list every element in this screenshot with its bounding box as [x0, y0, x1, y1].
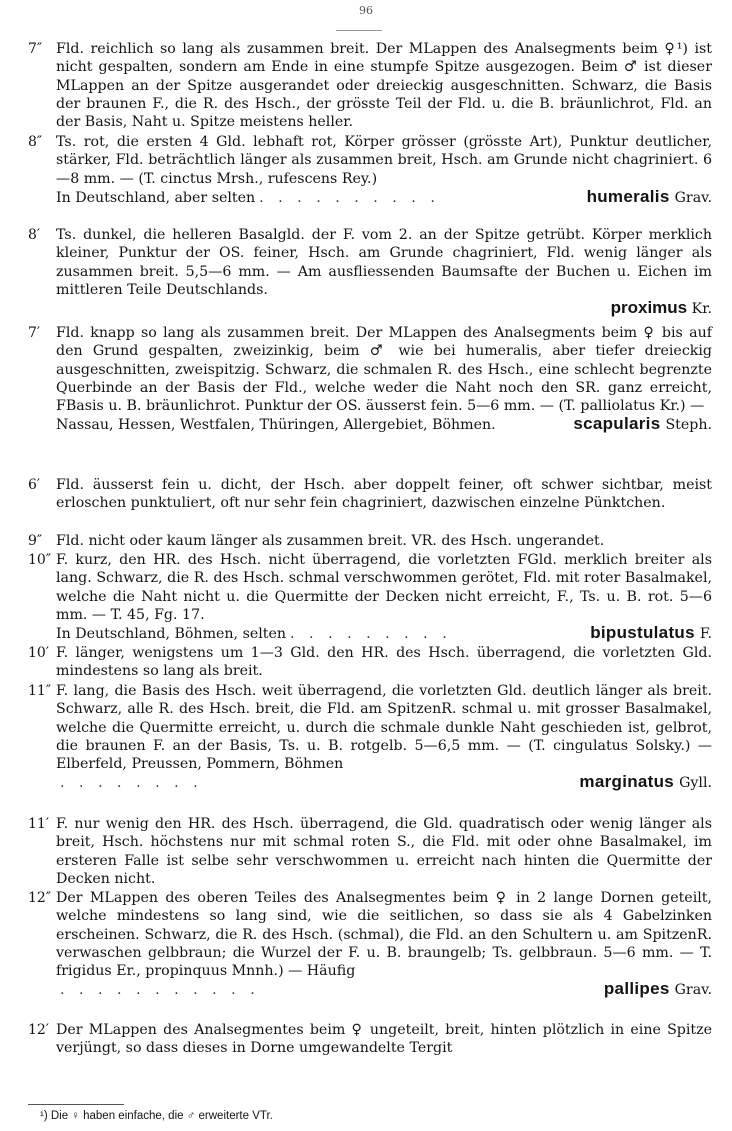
entry-number: 10′	[28, 645, 49, 661]
distribution: In Deutschland, aber selten	[56, 189, 256, 206]
entry-text: Der MLappen des oberen Teiles des Analsegmentes beim ♀ in 2 lange Dornen geteilt, welche mindestens so lang sind, wie die seitlichen, so dass sie als 4 Gabelzinken erscheinen. Schwarz, die R. des Hsch. (schmal), die Fld. an den Schultern u. am SpitzenR. verwaschen gelbbraun; die Wurzel der F. u. B. braungelb; Ts. gelbbraun. 5—6 mm. — T. frigidus Er., propinquus Mnnh.) — Häufig	[56, 890, 712, 979]
distribution: Nassau, Hessen, Westfalen, Thüringen, Allergebiet, Böhmen.	[56, 417, 496, 434]
leader-dots: . . . . . . . . . . .	[60, 982, 260, 999]
footnote: ¹) Die ♀ haben einfache, die ♂ erweiterte VTr.	[40, 1110, 273, 1122]
species-line	[56, 299, 712, 318]
key-entry	[28, 324, 712, 476]
species-author: Grav.	[674, 982, 712, 999]
entry-text: Fld. nicht oder kaum länger als zusammen breit. VR. des Hsch. ungerandet.	[56, 533, 605, 549]
footnote-rule	[28, 1104, 124, 1105]
key-entry	[28, 226, 712, 324]
species-name: marginatus	[579, 772, 675, 792]
distribution: In Deutschland, Böhmen, selten	[56, 626, 287, 642]
entry-text: Ts. rot, die ersten 4 Gld. lebhaft rot, Körper grösser (grösste Art), Punktur deutlicher, stärker, Fld. beträchtlich länger als zusammen breit, Hsch. am Grunde nicht chagriniert. 6—8 mm. — (T. cinctus Mrsh., rufescens Rey.)	[56, 134, 712, 187]
species-name: pallipes	[603, 979, 670, 999]
key-entry	[28, 644, 712, 682]
entry-number: 8″	[28, 134, 43, 150]
species-line	[56, 415, 712, 434]
key-entry	[28, 1021, 712, 1059]
key-entry	[28, 476, 712, 532]
entry-number: 7″	[28, 41, 43, 57]
page-number: 96	[359, 4, 373, 17]
entry-number: 6′	[28, 477, 41, 493]
species-name: bipustulatus	[590, 623, 695, 642]
species-author: Steph.	[665, 417, 712, 434]
species-line	[56, 773, 712, 792]
entry-number: 11″	[28, 683, 52, 699]
species-name: scapularis	[573, 414, 661, 434]
entry-text: Fld. äusserst fein u. dicht, der Hsch. aber doppelt feiner, oft schwer sichtbar, meist erloschen punktuliert, oft nur sehr fein chagriniert, dazwischen einzelne Pünktchen.	[56, 477, 712, 512]
header-rule	[336, 30, 382, 31]
entry-number: 9″	[28, 533, 43, 549]
leader-dots: . . . . . . . .	[60, 775, 203, 792]
entry-text: F. kurz, den HR. des Hsch. nicht überragend, die vorletzten FGld. merklich breiter als lang. Schwarz, die R. des Hsch. schmal verschwommen gerötet, Fld. mit roter Basalmakel, welche die Naht nicht u. die Quermitte der Decken nicht erreicht, F., Ts. u. B. rot. 5—6 mm. — T. 45, Fg. 17.	[56, 552, 712, 623]
entry-number: 10″	[28, 552, 52, 568]
key-entry	[28, 532, 712, 551]
entry-number: 11′	[28, 816, 49, 832]
species-name: proximus	[610, 298, 688, 317]
species-author: F.	[699, 626, 712, 642]
entry-number: 12″	[28, 890, 52, 906]
species-name: humeralis	[586, 186, 670, 206]
key-entry	[28, 133, 712, 226]
key-text	[28, 40, 712, 1059]
entry-text: Fld. reichlich so lang als zusammen breit. Der MLappen des Analsegments beim ♀¹) ist nicht gespalten, sondern am Ende in eine stumpfe Spitze ausgezogen. Beim ♂ ist dieser MLappen an der Spitze ausgerandet oder dreieckig ausgeschnitten. Schwarz, die Basis der braunen F., die R. des Hsch., der grösste Teil der Fld. u. die B. bräunlichrot, Fld. an der Basis, Naht u. Spitze meistens heller.	[56, 41, 712, 130]
entry-number: 8′	[28, 227, 41, 243]
species-author: Grav.	[674, 189, 712, 206]
entry-text: F. nur wenig den HR. des Hsch. überragend, die Gld. quadratisch oder wenig länger als breit, Hsch. höchstens nur mit schmal roten S., die Fld. mit oder ohne Basalmakel, im ersteren Falle ist selbe sehr verschwommen u. erreicht nach hinten die Quermitte der Decken nicht.	[56, 816, 712, 887]
key-entry	[28, 551, 712, 644]
leader-dots: . . . . . . . . . .	[259, 189, 440, 206]
entry-number: 7′	[28, 325, 41, 341]
entry-number: 12′	[28, 1022, 49, 1038]
entry-text: F. länger, wenigstens um 1—3 Gld. den HR. des Hsch. überragend, die vorletzten Gld. mindestens so lang als breit.	[56, 645, 712, 680]
leader-dots: . . . . . . . . .	[290, 626, 452, 642]
key-entry	[28, 682, 712, 815]
key-entry	[28, 40, 712, 133]
species-line	[56, 980, 712, 999]
entry-text: Ts. dunkel, die helleren Basalgld. der F. vom 2. an der Spitze getrübt. Körper merklich kleiner, Punktur der OS. feiner, Hsch. am Grunde chagriniert, Fld. wenig länger als zusammen breit. 5,5—6 mm. — Am ausfliessenden Baumsafte der Buchen u. Eichen im mittleren Teile Deutschlands.	[56, 227, 712, 298]
species-author: Kr.	[691, 301, 712, 317]
key-entry	[28, 815, 712, 889]
species-line	[56, 188, 712, 207]
entry-text: Der MLappen des Analsegmentes beim ♀ ungeteilt, breit, hinten plötzlich in eine Spitze verjüngt, so dass dieses in Dorne umgewandelte Tergit	[56, 1022, 712, 1057]
species-line	[56, 624, 712, 643]
key-entry	[28, 889, 712, 1021]
entry-text: F. lang, die Basis des Hsch. weit überragend, die vorletzten Gld. deutlich länger als breit. Schwarz, alle R. des Hsch. breit, die Fld. am SpitzenR. schmal u. mit grosser Basalmakel, welche die Quermitte erreicht, u. durch die schmale dunkle Naht geschieden ist, gelbrot, die braunen F. an der Basis, Ts. u. B. rotgelb. 5—6,5 mm. — (T. cingulatus Solsky.) — Elberfeld, Preussen, Pommern, Böhmen	[56, 683, 712, 772]
entry-text: Fld. knapp so lang als zusammen breit. Der MLappen des Analsegments beim ♀ bis auf den Grund gespalten, zweizinkig, beim ♂ wie bei humeralis, aber tiefer dreieckig ausgeschnitten, zweispitzig. Schwarz, die schmalen R. des Hsch., eine schlecht begrenzte Querbinde an der Basis der Fld., welche weder die Naht noch den SR. ganz erreicht, FBasis u. B. bräunlichrot. Punktur der OS. äusserst fein. 5—6 mm. — (T. palliolatus Kr.) —	[56, 325, 712, 414]
species-author: Gyll.	[679, 775, 712, 792]
